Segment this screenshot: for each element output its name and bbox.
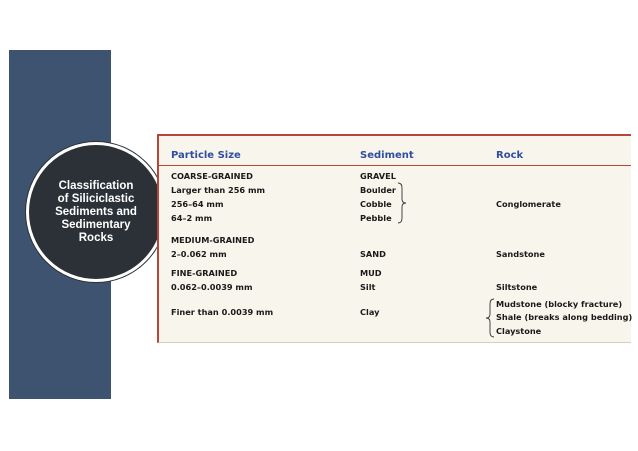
rock-conglomerate: Conglomerate (496, 199, 561, 209)
clay-brace-icon (485, 298, 495, 338)
size-boulder: Larger than 256 mm (171, 185, 266, 195)
header-rule (159, 165, 631, 166)
sediment-cobble: Cobble (360, 199, 392, 209)
gravel-brace-icon (397, 182, 407, 224)
size-clay: Finer than 0.0039 mm (171, 307, 274, 317)
medium-label: MEDIUM-GRAINED (171, 235, 255, 245)
sediment-pebble: Pebble (360, 213, 392, 223)
title-circle (26, 142, 166, 282)
size-silt: 0.062–0.0039 mm (171, 282, 253, 292)
rock-mudstone: Mudstone (blocky fracture) (496, 299, 623, 309)
header-sediment: Sediment (360, 150, 414, 161)
classification-table (157, 134, 631, 343)
header-rock: Rock (496, 150, 524, 161)
sediment-clay: Clay (360, 307, 380, 317)
fine-sediment: MUD (360, 268, 382, 278)
sediment-sand: SAND (360, 249, 386, 259)
coarse-sediment: GRAVEL (360, 171, 396, 181)
rock-claystone: Claystone (496, 326, 542, 336)
slide-title: Classification of Siliciclastic Sediments and Sedimentary Rocks (55, 179, 137, 244)
rock-shale: Shale (breaks along bedding) (496, 312, 633, 322)
rock-siltstone: Siltstone (496, 282, 538, 292)
header-particle-size: Particle Size (171, 150, 241, 161)
fine-label: FINE-GRAINED (171, 268, 238, 278)
sediment-boulder: Boulder (360, 185, 396, 195)
coarse-label: COARSE-GRAINED (171, 171, 253, 181)
table-top-rule (159, 134, 631, 136)
sediment-silt: Silt (360, 282, 376, 292)
size-cobble: 256–64 mm (171, 199, 224, 209)
rock-sandstone: Sandstone (496, 249, 545, 259)
size-sand: 2–0.062 mm (171, 249, 227, 259)
size-pebble: 64–2 mm (171, 213, 213, 223)
